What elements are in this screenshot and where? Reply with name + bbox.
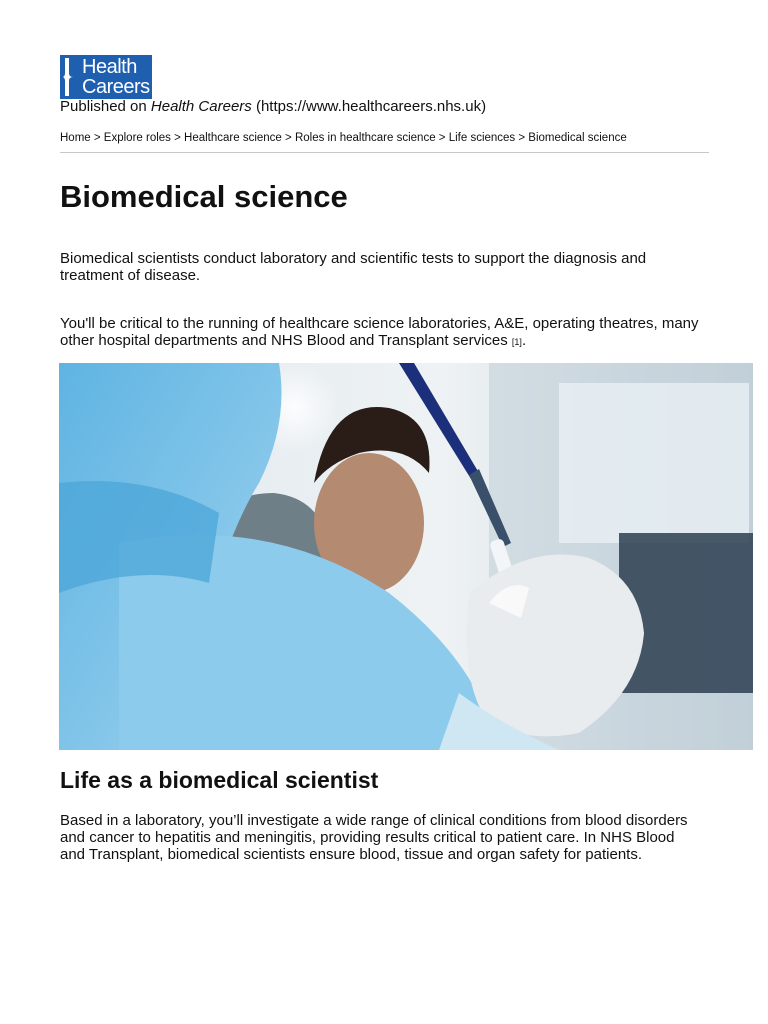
intro-paragraph-2-end: . — [521, 332, 527, 349]
header-divider — [60, 152, 709, 153]
breadcrumb-separator: > — [90, 132, 104, 144]
breadcrumb-biomedical-science[interactable]: Biomedical science — [528, 132, 627, 144]
breadcrumb-separator: > — [170, 132, 185, 144]
breadcrumb-separator: > — [435, 132, 449, 144]
intro-paragraph-2 — [60, 315, 700, 351]
logo-text-line1: Health — [82, 56, 137, 78]
logo-text-line2: Careers — [82, 76, 150, 98]
health-careers-logo[interactable] — [60, 55, 152, 99]
breadcrumb-roles-in-healthcare-science[interactable]: Roles in healthcare science — [294, 132, 436, 144]
intro-paragraph-2-text: You'll be critical to the running of healthcare science laboratories, A&E, operating theatres, many other hospital departments and NHS Blood and Transplant services — [60, 315, 699, 349]
section-heading: Life as a biomedical scientist — [60, 767, 379, 793]
breadcrumb-home[interactable]: Home — [60, 132, 91, 144]
breadcrumb-separator: > — [281, 132, 295, 144]
published-on-line — [60, 98, 486, 116]
biomedical-scientist-photo — [59, 363, 753, 750]
published-prefix: Published on — [60, 98, 151, 115]
breadcrumb-explore-roles[interactable]: Explore roles — [103, 132, 171, 144]
breadcrumb — [60, 130, 627, 146]
published-url[interactable]: (https://www.healthcareers.nhs.uk) — [251, 98, 487, 115]
section-paragraph: Based in a laboratory, you’ll investigate a wide range of clinical conditions from blood disorders and cancer to hepatitis and meningitis, providing results critical to patient care. In NHS Blood and Transplant, biomedical scientists ensure blood, tissue and organ safety for patients. — [60, 812, 688, 863]
photo-illustration — [59, 363, 753, 750]
page-title: Biomedical science — [60, 179, 348, 214]
breadcrumb-healthcare-science[interactable]: Healthcare science — [184, 132, 282, 144]
intro-paragraph-1: Biomedical scientists conduct laboratory and scientific tests to support the diagnosis and treatment of disease. — [60, 250, 647, 284]
published-site-name: Health Careers — [150, 98, 252, 115]
breadcrumb-separator: > — [515, 132, 529, 144]
logo-bracket-icon — [62, 57, 74, 97]
breadcrumb-life-sciences[interactable]: Life sciences — [448, 132, 516, 144]
footnote-link[interactable]: [1] — [511, 337, 522, 347]
